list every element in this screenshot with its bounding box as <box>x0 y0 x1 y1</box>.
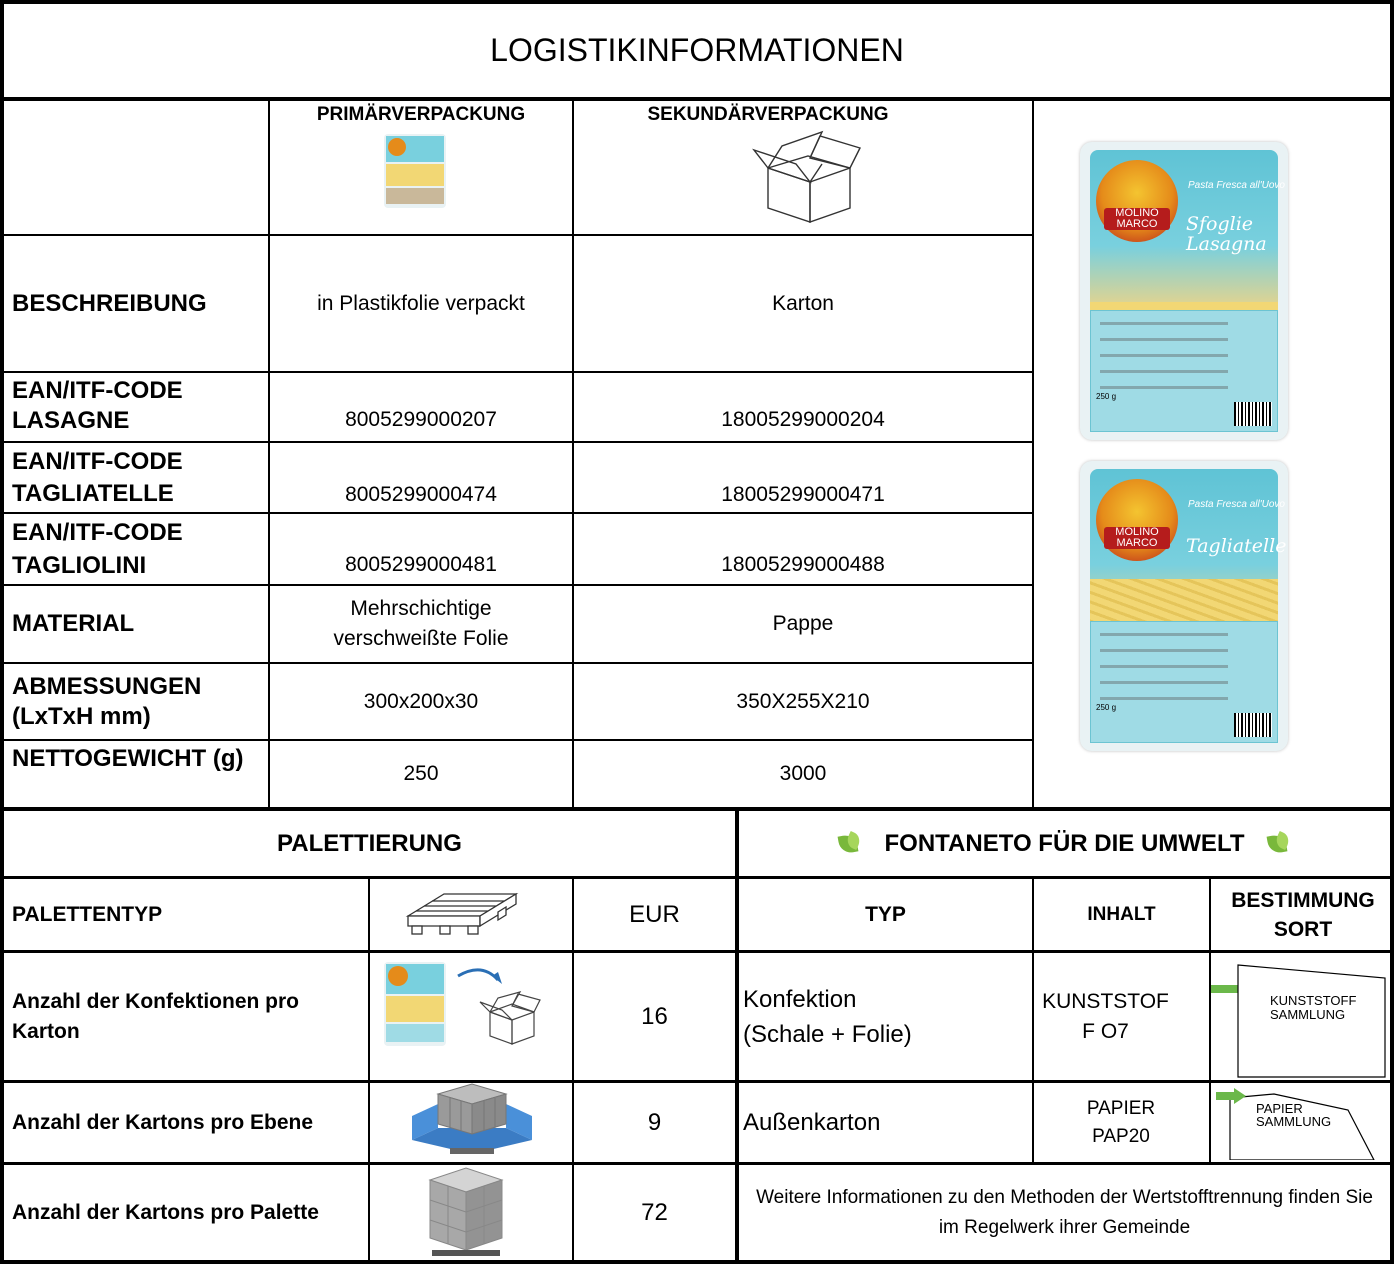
net-weight-secondary: 3000 <box>779 762 827 785</box>
barcode-icon <box>1234 402 1272 426</box>
primary-package-thumbnail <box>384 134 446 208</box>
primary-header: PRIMÄRVERPACKUNG <box>316 104 526 125</box>
row-label-description: BESCHREIBUNG <box>12 289 207 317</box>
pallet-type-label: PALETTENTYP <box>12 902 163 926</box>
leaf-icon <box>1266 833 1292 855</box>
env-type-outer-box: Außenkarton <box>743 1108 881 1136</box>
env-content-plastic: KUNSTSTOF F O7 <box>1042 989 1169 1043</box>
description-secondary: Karton <box>772 291 834 315</box>
row-label-ean-lasagne: EAN/ITF-CODE LASAGNE <box>12 377 183 434</box>
primary-package-thumbnail <box>384 962 446 1046</box>
product-name: Sfoglie Lasagna <box>1186 213 1267 255</box>
product-tagline: Pasta Fresca all'Uovo <box>1188 499 1285 510</box>
pallet-type-value: EUR <box>629 900 680 928</box>
pallet-label-units-per-box: Anzahl der Konfektionen pro Karton <box>12 989 300 1043</box>
pallet-value-units-per-box: 16 <box>641 1002 668 1030</box>
pallet-value-boxes-per-layer: 9 <box>647 1108 662 1136</box>
ean-tagliatelle-primary: 8005299000474 <box>345 483 497 506</box>
row-label-net-weight: NETTOGEWICHT (g) <box>12 745 244 772</box>
leaf-icon <box>837 833 863 855</box>
env-header-destination: BESTIMMUNG SORT <box>1231 888 1375 941</box>
ean-tagliolini-secondary: 18005299000488 <box>721 553 885 576</box>
pack-into-box-icon <box>452 962 542 1052</box>
env-note: Weitere Informationen zu den Methoden der Wertstofftrennung finden Sie im Regelwerk ihrer Gemeinde <box>756 1186 1373 1238</box>
ean-tagliolini-primary: 8005299000481 <box>345 553 497 576</box>
ean-lasagne-primary: 8005299000207 <box>345 408 497 431</box>
description-primary: in Plastikfolie verpackt <box>317 291 525 315</box>
env-content-paper: PAPIER PAP20 <box>1086 1097 1156 1147</box>
pallet-icon <box>404 888 520 942</box>
cardboard-box-icon <box>752 128 864 224</box>
pallet-label-boxes-per-pallet: Anzahl der Kartons pro Palette <box>12 1200 319 1224</box>
env-heading-container <box>739 811 1390 876</box>
barcode-icon <box>1234 713 1272 737</box>
product-brand: MOLINO MARCO <box>1104 208 1170 230</box>
dimensions-secondary: 350X255X210 <box>736 689 870 713</box>
env-header-content: INHALT <box>1087 903 1156 925</box>
env-header-type: TYP <box>865 902 906 926</box>
dimensions-primary: 300x200x30 <box>363 689 479 713</box>
env-heading: FONTANETO FÜR DIE UMWELT <box>884 829 1245 857</box>
row-label-material: MATERIAL <box>12 610 135 637</box>
pallet-layer-icon <box>410 1082 534 1158</box>
net-weight-primary: 250 <box>403 762 439 785</box>
product-tagline: Pasta Fresca all'Uovo <box>1188 180 1285 191</box>
ean-lasagne-secondary: 18005299000204 <box>721 408 885 431</box>
pallet-value-boxes-per-pallet: 72 <box>641 1198 668 1226</box>
pallet-heading: PALETTIERUNG <box>277 829 462 857</box>
row-label-ean-tagliatelle: EAN/ITF-CODE TAGLIATELLE <box>12 448 183 507</box>
env-type-packaging: Konfektion (Schale + Folie) <box>743 985 912 1048</box>
secondary-header: SEKUNDÄRVERPACKUNG <box>647 104 889 125</box>
pallet-label-boxes-per-layer: Anzahl der Kartons pro Ebene <box>12 1110 314 1134</box>
product-image-tagliatelle <box>1080 461 1288 751</box>
product-weight: 250 g <box>1096 392 1117 401</box>
row-label-dimensions: ABMESSUNGEN (LxTxH mm) <box>12 672 202 730</box>
material-secondary: Pappe <box>772 612 834 635</box>
row-label-ean-tagliolini: EAN/ITF-CODE TAGLIOLINI <box>12 519 183 579</box>
product-name: Tagliatelle <box>1186 535 1287 557</box>
product-weight: 250 g <box>1096 703 1117 712</box>
paper-destination: PAPIER SAMMLUNG <box>1256 1101 1332 1129</box>
page-title: LOGISTIKINFORMATIONEN <box>490 32 904 68</box>
full-pallet-icon <box>426 1166 506 1258</box>
plastic-destination: KUNSTSTOFF SAMMLUNG <box>1270 993 1357 1022</box>
ean-tagliatelle-secondary: 18005299000471 <box>721 483 885 506</box>
product-image-lasagna <box>1080 142 1288 440</box>
product-brand: MOLINO MARCO <box>1104 527 1170 549</box>
material-primary: Mehrschichtige verschweißte Folie <box>333 597 509 650</box>
